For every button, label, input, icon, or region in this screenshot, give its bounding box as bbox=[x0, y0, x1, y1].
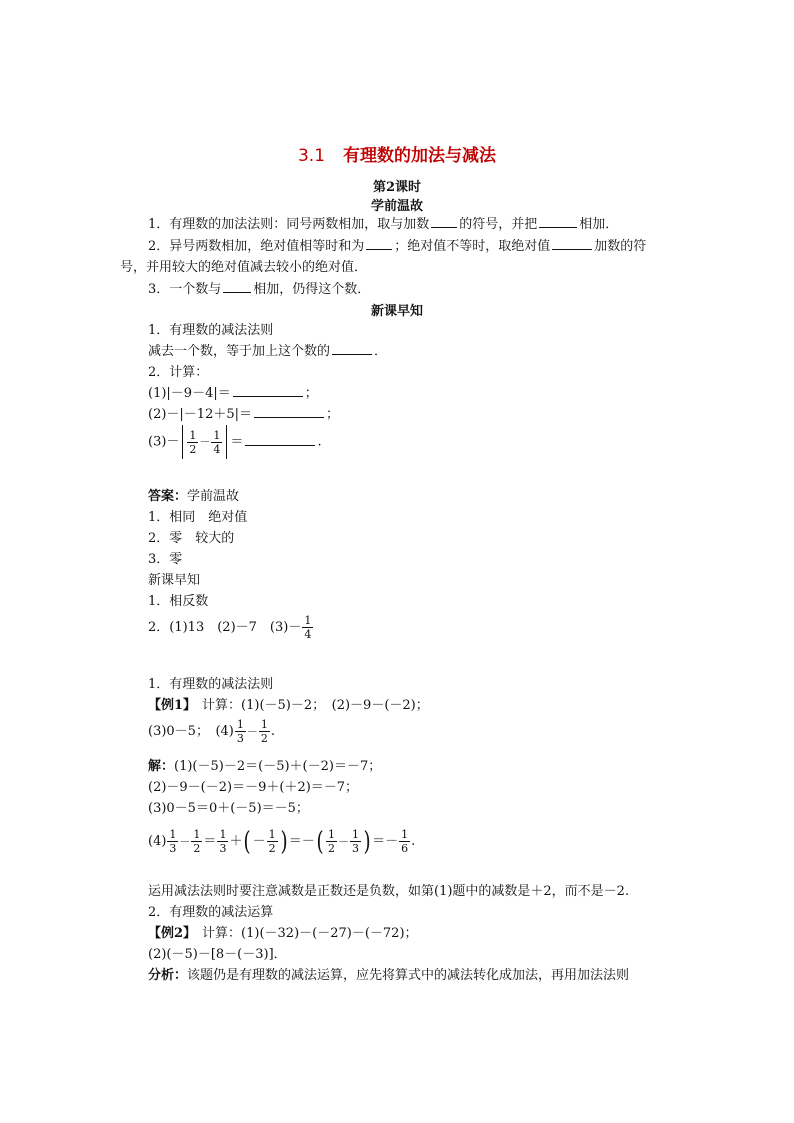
answers-section: 新课早知 bbox=[148, 573, 201, 588]
blank bbox=[233, 384, 303, 397]
fraction: $\frac{1}{4}$ bbox=[304, 614, 312, 641]
fraction: $\frac{1}{2}$ bbox=[327, 828, 335, 855]
example2-question-2: (2)(－5)－[8－(－3)]． bbox=[148, 947, 287, 962]
blank bbox=[332, 342, 372, 355]
calc-2: (2)－|－12＋5|＝ ； bbox=[148, 407, 340, 422]
paren-right: ) bbox=[363, 826, 371, 857]
answer-2: 2．零 较大的 bbox=[148, 531, 235, 546]
section-heading-review: 学前温故 bbox=[370, 199, 423, 214]
note-line: 运用减法法则时要注意减数是正数还是负数，如第(1)题中的减数是＋2，而不是－2. bbox=[148, 884, 630, 899]
new-line-3: 2．计算： bbox=[148, 365, 209, 380]
blank bbox=[552, 237, 592, 250]
calc-3: (3)－ $\frac{1}{2}$ － $\frac{1}{4}$ ＝ . bbox=[148, 425, 322, 459]
solution-4: (4) $\frac{1}{3}$ － $\frac{1}{2}$ ＝ $\frac{1}{3}$ ＋( － $\frac{1}{2}$ ) ＝－( $\frac{1}{2}$ － $\frac{1}{3}$ ) ＝－ $\frac{1}{6}$ . bbox=[148, 826, 416, 857]
answer-4: 1．相反数 bbox=[148, 594, 209, 609]
example2-heading: 2．有理数的减法运算 bbox=[148, 905, 274, 920]
fraction: $\frac{1}{2}$ bbox=[260, 718, 268, 745]
fraction: $\frac{1}{3}$ bbox=[169, 828, 177, 855]
fraction: $\frac{1}{2}$ bbox=[189, 428, 197, 456]
abs-bar-right bbox=[226, 425, 227, 459]
example2-question-1: 【例2】 计算：(1)(－32)－(－27)－(－72)； bbox=[148, 926, 418, 941]
page-title bbox=[0, 141, 794, 166]
fraction: $\frac{1}{2}$ bbox=[193, 828, 201, 855]
paren-left: ( bbox=[243, 826, 252, 857]
review-line-2: 2．异号两数相加，绝对值相等时和为 ；绝对值不等时，取绝对值 加数的符 bbox=[148, 239, 647, 254]
fraction: $\frac{1}{3}$ bbox=[236, 718, 244, 745]
new-line-1: 1．有理数的减法法则 bbox=[148, 323, 274, 338]
solution-2: (2)－9－(－2)＝－9＋(＋2)＝－7； bbox=[148, 780, 359, 795]
fraction: $\frac{1}{2}$ bbox=[268, 828, 276, 855]
lesson-label: 第2课时 bbox=[372, 180, 422, 195]
answer-3: 3．零 bbox=[148, 552, 183, 567]
blank bbox=[245, 433, 315, 446]
analysis-line: 分析：该题仍是有理数的减法运算，应先将算式中的减法转化成加法，再用加法法则 bbox=[148, 968, 630, 983]
abs-bar-left bbox=[182, 425, 183, 459]
example1-heading: 1．有理数的减法法则 bbox=[148, 677, 274, 692]
blank bbox=[539, 215, 577, 228]
blank bbox=[366, 237, 392, 250]
solution-1: 解：(1)(－5)－2＝(－5)＋(－2)＝－7； bbox=[148, 759, 382, 774]
review-line-3: 号，并用较大的绝对值减去较小的绝对值． bbox=[120, 260, 368, 275]
paren-right: ) bbox=[280, 826, 288, 857]
fraction: $\frac{1}{6}$ bbox=[401, 828, 409, 855]
example1-question-2: (3)0－5； (4) $\frac{1}{3}$ － $\frac{1}{2}$ . bbox=[148, 718, 276, 745]
solution-3: (3)0－5＝0＋(－5)＝－5； bbox=[148, 801, 309, 816]
review-line-1: 1．有理数的加法法则：同号两数相加，取与加数 的符号，并把 相加． bbox=[148, 217, 619, 232]
section-heading-new: 新课早知 bbox=[370, 304, 423, 319]
blank bbox=[223, 280, 251, 293]
calc-1: (1)|－9－4|＝ ； bbox=[148, 386, 318, 401]
fraction: $\frac{1}{4}$ bbox=[213, 428, 221, 456]
title-text: 有理数的加法与减法 bbox=[343, 146, 497, 166]
review-line-4: 3．一个数与 相加，仍得这个数． bbox=[148, 282, 371, 297]
blank bbox=[431, 215, 457, 228]
answers-heading: 答案：学前温故 bbox=[148, 489, 240, 504]
example1-question-1: 【例1】 计算：(1)(－5)－2； (2)－9－(－2)； bbox=[148, 698, 429, 713]
section-number: 3.1 bbox=[297, 146, 326, 166]
fraction: $\frac{1}{3}$ bbox=[351, 828, 359, 855]
fraction: $\frac{1}{3}$ bbox=[219, 828, 227, 855]
answer-5: 2．(1)13 (2)－7 (3)－ $\frac{1}{4}$ bbox=[148, 614, 312, 641]
blank bbox=[254, 405, 324, 418]
paren-left: ( bbox=[316, 826, 324, 857]
new-line-2: 减去一个数，等于加上这个数的 ． bbox=[148, 344, 388, 359]
answer-1: 1．相同 绝对值 bbox=[148, 510, 248, 525]
